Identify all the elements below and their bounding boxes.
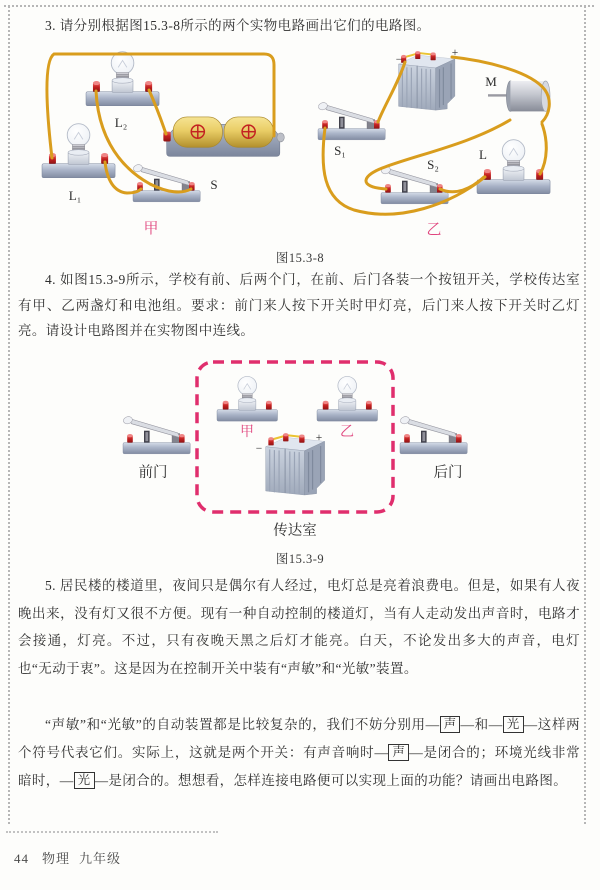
label-m: M	[485, 74, 497, 89]
bottom-dotted-divider	[6, 831, 218, 833]
question-4-text: 4. 如图15.3-9所示，学校有前、后两个门，在前、后门各装一个按钮开关，学校传达室有甲、乙两盏灯和电池组。要求：前门来人按下开关时甲灯亮，后门来人按下开关时乙灯亮。请设计电路图并在实物图中连线。	[18, 272, 580, 338]
battery-pack	[399, 51, 455, 110]
label-front-door: 前门	[138, 465, 168, 481]
label-battery-minus: −	[395, 54, 403, 66]
figure-15-3-9-illustration	[60, 358, 540, 558]
label-battery-minus: −	[255, 443, 263, 455]
label-lamp-jia: 甲	[240, 425, 254, 440]
label-s1: S₁	[334, 143, 346, 158]
tag-yi: 乙	[426, 222, 442, 238]
page-border-left	[8, 6, 10, 824]
label-lamp-yi: 乙	[340, 425, 354, 440]
figure-15-3-9-caption: 图15.3-9	[275, 552, 325, 566]
label-reception: 传达室	[273, 523, 317, 539]
inline-switch-symbol: 声	[388, 744, 409, 761]
question-3-text: 3. 请分别根据图15.3-8所示的两个实物电路画出它们的电路图。	[45, 18, 431, 33]
label-battery-plus: +	[451, 47, 459, 59]
inline-switch-symbol: 声	[440, 716, 461, 733]
bulb-l	[477, 140, 550, 194]
question-5-paragraph-2: “声敏”和“光敏”的自动装置都是比较复杂的，我们不妨分别用— 声 —和— 光 —这样两个符号代表它们。实际上，这就是两个开关：有声音响时— 声 —是闭合的；环境光线非常暗时，— 光 —是闭合的。想想看，怎样连接电路便可以实现上面的功能？请画出电路图。	[18, 717, 581, 788]
label-l1: L₁	[68, 188, 82, 203]
footer-page-number: 44	[14, 851, 29, 866]
front-door-switch	[122, 415, 190, 453]
question-5-paragraph-1: 5. 居民楼的楼道里，夜间只是偶尔有人经过，电灯总是亮着浪费电。但是，如果有人夜晚出来，没有灯又很不方便。现有一种自动控制的楼道灯，当有人走动发出声音时，电路才会接通，灯亮。不过，只有夜晚天黑之后灯才能亮。白天，不论发出多大的声音，电灯也“无动于衷”。这是因为在控制开关中装有“声敏”和“光敏”装置。	[18, 578, 580, 676]
inline-switch-symbol: 光	[74, 772, 95, 789]
bulb-yi	[317, 376, 377, 421]
battery-two-cells	[163, 117, 284, 156]
label-s: S	[210, 177, 218, 192]
label-battery-plus: +	[315, 432, 323, 444]
switch-s	[132, 163, 200, 201]
footer-grade: 九年级	[79, 851, 122, 866]
footer-subject: 物理	[42, 851, 71, 866]
switch-s1	[317, 101, 385, 139]
label-l2: L₂	[114, 115, 128, 130]
page-border-top	[4, 5, 594, 7]
label-back-door: 后门	[433, 465, 463, 481]
page-footer	[14, 848, 121, 867]
back-door-switch	[399, 415, 467, 453]
figure-15-3-8-illustration	[14, 46, 586, 246]
label-l: L	[479, 147, 487, 162]
figure-15-3-8-caption: 图15.3-8	[275, 251, 325, 265]
tag-jia: 甲	[143, 221, 159, 237]
bulb-jia	[217, 376, 277, 421]
inline-switch-symbol: 光	[503, 716, 524, 733]
label-s2: S₂	[427, 157, 439, 172]
